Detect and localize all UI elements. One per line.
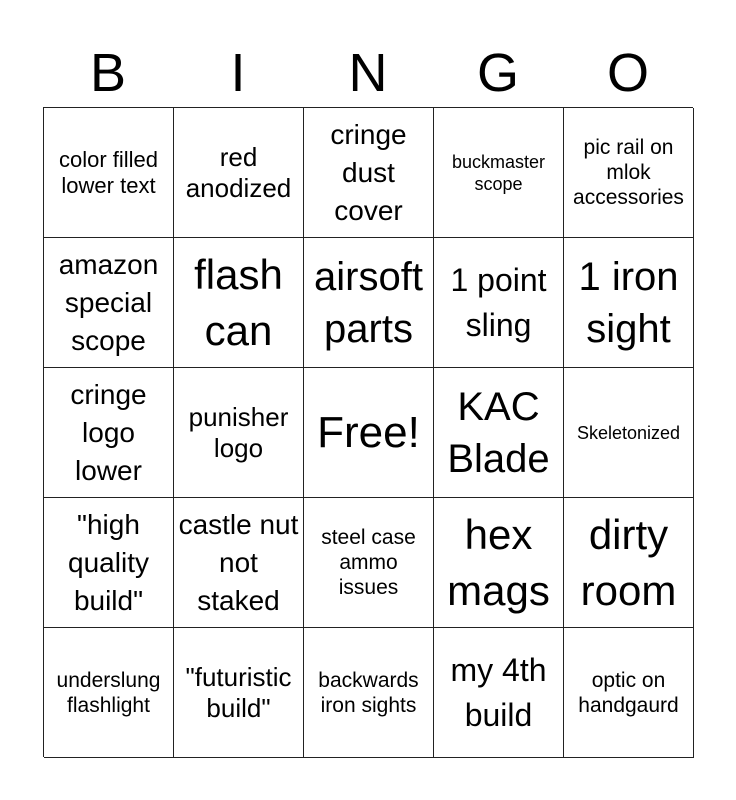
cell-text: "futuristic build" [185,661,292,723]
cell-text: castle nut not staked [178,508,299,616]
header-letter-b: B [89,43,127,103]
bingo-cell-r2-c1[interactable] [174,368,304,498]
bingo-cell-r1-c1[interactable] [174,238,304,368]
cell-text: flash can [194,250,283,354]
cell-text: dirty room [580,510,677,614]
bingo-cell-r4-c2[interactable] [304,628,434,758]
bingo-cell-r1-c3[interactable] [434,238,564,368]
cell-text: 1 iron sight [578,254,679,351]
header-letter-n: N [348,43,388,103]
bingo-cell-r4-c3[interactable] [434,628,564,758]
bingo-cell-r1-c2[interactable] [304,238,434,368]
bingo-cell-r2-c4[interactable] [564,368,694,498]
bingo-cell-r4-c4[interactable] [564,628,694,758]
bingo-cell-r3-c4[interactable] [564,498,694,628]
bingo-cell-r3-c0[interactable] [44,498,174,628]
bingo-cell-r0-c3[interactable] [434,108,564,238]
cell-text: optic on handgaurd [578,668,679,717]
bingo-cell-r3-c1[interactable] [174,498,304,628]
cell-text: 1 point sling [450,261,547,343]
bingo-cell-r3-c3[interactable] [434,498,564,628]
bingo-cell-r1-c0[interactable] [44,238,174,368]
cell-text: my 4th build [450,651,547,733]
cell-text: steel case ammo issues [321,526,416,599]
cell-text: underslung flashlight [56,668,161,717]
bingo-cell-r0-c1[interactable] [174,108,304,238]
cell-text: cringe dust cover [330,118,407,226]
cell-text: buckmaster scope [451,151,546,194]
header-letter-g: G [476,43,519,103]
bingo-cell-r0-c0[interactable] [44,108,174,238]
bingo-cell-r3-c2[interactable] [304,498,434,628]
bingo-cell-r1-c4[interactable] [564,238,694,368]
cell-text: "high quality build" [68,508,149,616]
header-letter-i: I [230,43,246,103]
bingo-cell-r0-c4[interactable] [564,108,694,238]
bingo-cell-r4-c1[interactable] [174,628,304,758]
cell-text: red anodized [185,141,292,203]
bingo-cell-r2-c3[interactable] [434,368,564,498]
bingo-cell-r0-c2[interactable] [304,108,434,238]
cell-text: amazon special scope [58,248,159,356]
cell-text: KAC Blade [447,384,550,481]
cell-text: punisher logo [188,401,289,463]
bingo-header [43,38,693,108]
free-space-text: Free! [317,407,420,457]
header-letter-o: O [606,43,649,103]
cell-text: cringe logo lower [70,378,147,486]
bingo-board [43,107,693,757]
bingo-cell-r2-c0[interactable] [44,368,174,498]
cell-text: color filled lower text [58,146,159,198]
cell-text: hex mags [447,510,550,614]
bingo-cell-r4-c0[interactable] [44,628,174,758]
cell-text: pic rail on mlok accessories [573,136,684,209]
cell-text: airsoft parts [314,254,423,351]
cell-text: backwards iron sights [318,668,419,717]
cell-text: Skeletonized [576,422,681,443]
bingo-cell-free[interactable] [304,368,434,498]
